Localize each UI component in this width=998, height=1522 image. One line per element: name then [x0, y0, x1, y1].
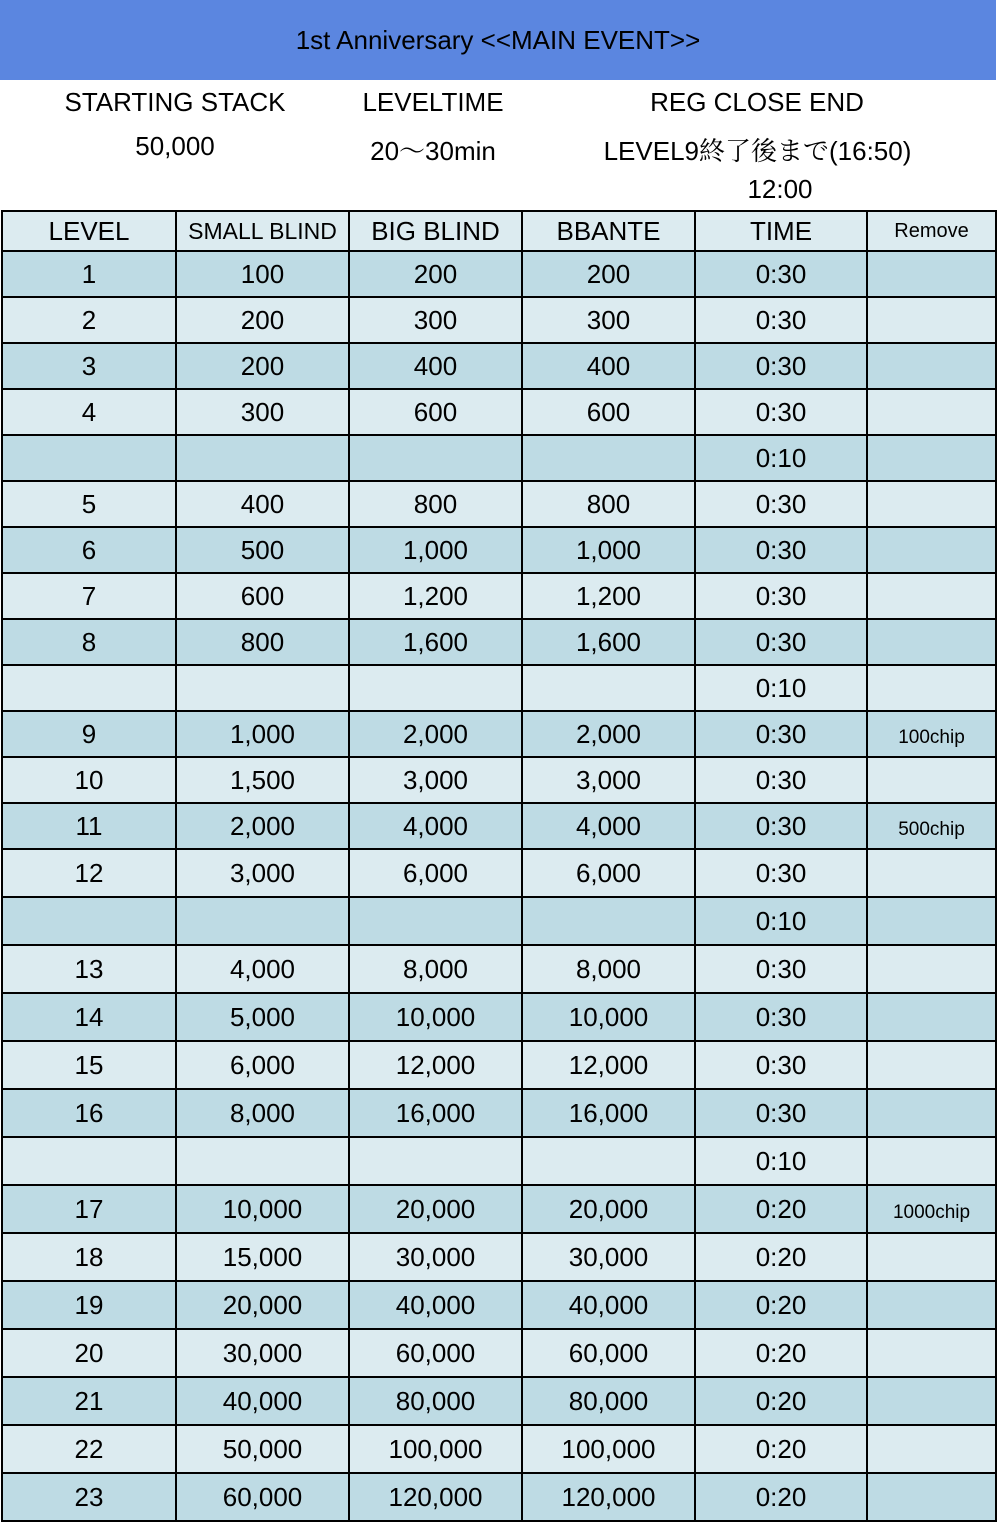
cell-remove [867, 481, 996, 527]
cell-small-blind [176, 435, 349, 481]
cell-bb-ante: 120,000 [522, 1473, 695, 1521]
cell-big-blind: 120,000 [349, 1473, 522, 1521]
cell-small-blind: 60,000 [176, 1473, 349, 1521]
table-row [2, 993, 996, 1041]
cell-time: 0:30 [695, 1089, 867, 1137]
table-row [2, 1137, 996, 1185]
cell-small-blind: 30,000 [176, 1329, 349, 1377]
table-row [2, 1233, 996, 1281]
table-row [2, 945, 996, 993]
cell-time: 0:30 [695, 527, 867, 573]
cell-bb-ante: 10,000 [522, 993, 695, 1041]
cell-time: 0:30 [695, 1041, 867, 1089]
cell-big-blind: 1,000 [349, 527, 522, 573]
table-row [2, 389, 996, 435]
table-row [2, 343, 996, 389]
cell-level: 11 [2, 803, 176, 849]
cell-big-blind: 1,200 [349, 573, 522, 619]
table-row [2, 573, 996, 619]
cell-level [2, 897, 176, 945]
cell-small-blind: 3,000 [176, 849, 349, 897]
level-time-value: 20～30min [370, 136, 496, 166]
cell-level [2, 665, 176, 711]
cell-big-blind: 600 [349, 389, 522, 435]
cell-bb-ante: 12,000 [522, 1041, 695, 1089]
cell-time: 0:30 [695, 803, 867, 849]
table-row [2, 665, 996, 711]
table-row [2, 1425, 996, 1473]
table-row [2, 897, 996, 945]
header-level: LEVEL [2, 211, 176, 251]
cell-big-blind: 4,000 [349, 803, 522, 849]
cell-remove [867, 435, 996, 481]
cell-time: 0:30 [695, 343, 867, 389]
cell-remove [867, 389, 996, 435]
header-small-blind: SMALL BLIND [176, 211, 349, 251]
cell-time: 0:20 [695, 1185, 867, 1233]
table-row [2, 1281, 996, 1329]
cell-bb-ante: 8,000 [522, 945, 695, 993]
cell-level: 8 [2, 619, 176, 665]
cell-big-blind: 10,000 [349, 993, 522, 1041]
cell-small-blind: 20,000 [176, 1281, 349, 1329]
table-row [2, 1041, 996, 1089]
cell-small-blind: 5,000 [176, 993, 349, 1041]
table-row [2, 849, 996, 897]
cell-big-blind [349, 435, 522, 481]
cell-time: 0:20 [695, 1233, 867, 1281]
cell-big-blind [349, 897, 522, 945]
cell-bb-ante: 1,000 [522, 527, 695, 573]
cell-level: 14 [2, 993, 176, 1041]
cell-time: 0:10 [695, 665, 867, 711]
header-remove: Remove [867, 211, 996, 251]
cell-small-blind: 600 [176, 573, 349, 619]
cell-time: 0:30 [695, 481, 867, 527]
cell-remove [867, 343, 996, 389]
table-row [2, 1377, 996, 1425]
table-row [2, 619, 996, 665]
cell-time: 0:30 [695, 849, 867, 897]
cell-time: 0:20 [695, 1377, 867, 1425]
cell-big-blind: 200 [349, 251, 522, 297]
cell-level [2, 1137, 176, 1185]
starting-stack-label: STARTING STACK [64, 87, 286, 117]
cell-bb-ante [522, 1137, 695, 1185]
table-row [2, 481, 996, 527]
cell-big-blind: 60,000 [349, 1329, 522, 1377]
cell-bb-ante: 2,000 [522, 711, 695, 757]
title-banner [0, 0, 996, 80]
cell-level: 19 [2, 1281, 176, 1329]
cell-remove [867, 1233, 996, 1281]
cell-bb-ante: 4,000 [522, 803, 695, 849]
cell-remove: 100chip [867, 711, 996, 757]
cell-level [2, 435, 176, 481]
cell-time: 0:30 [695, 297, 867, 343]
cell-big-blind [349, 665, 522, 711]
cell-level: 12 [2, 849, 176, 897]
cell-bb-ante: 600 [522, 389, 695, 435]
cell-time: 0:30 [695, 757, 867, 803]
header-big-blind: BIG BLIND [349, 211, 522, 251]
cell-bb-ante: 800 [522, 481, 695, 527]
reg-close-value: LEVEL9終了後まで(16:50) [603, 136, 912, 166]
cell-big-blind: 1,600 [349, 619, 522, 665]
cell-remove [867, 1281, 996, 1329]
cell-level: 9 [2, 711, 176, 757]
cell-level: 21 [2, 1377, 176, 1425]
cell-remove [867, 897, 996, 945]
cell-level: 16 [2, 1089, 176, 1137]
cell-level: 2 [2, 297, 176, 343]
cell-small-blind: 40,000 [176, 1377, 349, 1425]
cell-time: 0:20 [695, 1281, 867, 1329]
cell-bb-ante: 30,000 [522, 1233, 695, 1281]
cell-level: 4 [2, 389, 176, 435]
cell-bb-ante [522, 435, 695, 481]
cell-level: 22 [2, 1425, 176, 1473]
table-row [2, 803, 996, 849]
cell-bb-ante: 20,000 [522, 1185, 695, 1233]
cell-small-blind: 500 [176, 527, 349, 573]
cell-time: 0:30 [695, 251, 867, 297]
cell-remove [867, 1473, 996, 1521]
cell-bb-ante [522, 897, 695, 945]
table-row [2, 1473, 996, 1521]
cell-small-blind: 50,000 [176, 1425, 349, 1473]
starting-stack-value: 50,000 [135, 131, 215, 161]
cell-big-blind [349, 1137, 522, 1185]
table-row [2, 1089, 996, 1137]
cell-bb-ante: 3,000 [522, 757, 695, 803]
cell-big-blind: 20,000 [349, 1185, 522, 1233]
cell-big-blind: 6,000 [349, 849, 522, 897]
table-header-row [2, 211, 996, 251]
cell-remove [867, 849, 996, 897]
cell-big-blind: 80,000 [349, 1377, 522, 1425]
cell-big-blind: 400 [349, 343, 522, 389]
cell-small-blind [176, 665, 349, 711]
cell-time: 0:30 [695, 573, 867, 619]
cell-time: 0:30 [695, 945, 867, 993]
cell-level: 5 [2, 481, 176, 527]
cell-big-blind: 12,000 [349, 1041, 522, 1089]
cell-small-blind: 8,000 [176, 1089, 349, 1137]
cell-small-blind: 15,000 [176, 1233, 349, 1281]
cell-remove [867, 251, 996, 297]
cell-time: 0:20 [695, 1473, 867, 1521]
table-row [2, 711, 996, 757]
cell-remove [867, 1041, 996, 1089]
cell-small-blind: 300 [176, 389, 349, 435]
cell-big-blind: 2,000 [349, 711, 522, 757]
cell-remove [867, 1329, 996, 1377]
cell-small-blind: 200 [176, 297, 349, 343]
reg-close-label: REG CLOSE END [650, 87, 864, 117]
table-row [2, 297, 996, 343]
cell-bb-ante: 6,000 [522, 849, 695, 897]
cell-bb-ante: 200 [522, 251, 695, 297]
cell-big-blind: 16,000 [349, 1089, 522, 1137]
blind-structure-table [1, 210, 997, 1522]
cell-time: 0:30 [695, 619, 867, 665]
table-row [2, 757, 996, 803]
cell-level: 20 [2, 1329, 176, 1377]
cell-level: 18 [2, 1233, 176, 1281]
table-row [2, 435, 996, 481]
cell-small-blind: 1,500 [176, 757, 349, 803]
cell-remove [867, 1425, 996, 1473]
cell-time: 0:30 [695, 389, 867, 435]
cell-small-blind: 800 [176, 619, 349, 665]
start-time: 12:00 [747, 174, 813, 204]
cell-big-blind: 30,000 [349, 1233, 522, 1281]
cell-level: 1 [2, 251, 176, 297]
cell-level: 15 [2, 1041, 176, 1089]
cell-big-blind: 800 [349, 481, 522, 527]
cell-big-blind: 300 [349, 297, 522, 343]
cell-small-blind: 2,000 [176, 803, 349, 849]
cell-time: 0:30 [695, 711, 867, 757]
table-row [2, 1329, 996, 1377]
cell-small-blind: 200 [176, 343, 349, 389]
cell-small-blind [176, 1137, 349, 1185]
table-row [2, 527, 996, 573]
cell-level: 7 [2, 573, 176, 619]
cell-remove: 1000chip [867, 1185, 996, 1233]
cell-level: 10 [2, 757, 176, 803]
cell-small-blind: 400 [176, 481, 349, 527]
cell-remove [867, 619, 996, 665]
cell-remove [867, 1137, 996, 1185]
table-row [2, 251, 996, 297]
cell-small-blind [176, 897, 349, 945]
cell-bb-ante: 300 [522, 297, 695, 343]
cell-remove: 500chip [867, 803, 996, 849]
cell-level: 13 [2, 945, 176, 993]
cell-level: 23 [2, 1473, 176, 1521]
cell-big-blind: 40,000 [349, 1281, 522, 1329]
event-title: 1st Anniversary <<MAIN EVENT>> [295, 24, 701, 55]
cell-time: 0:10 [695, 1137, 867, 1185]
cell-remove [867, 757, 996, 803]
cell-remove [867, 1377, 996, 1425]
cell-level: 3 [2, 343, 176, 389]
cell-level: 6 [2, 527, 176, 573]
cell-time: 0:10 [695, 897, 867, 945]
cell-bb-ante: 40,000 [522, 1281, 695, 1329]
cell-big-blind: 3,000 [349, 757, 522, 803]
level-time-label: LEVELTIME [362, 87, 504, 117]
cell-bb-ante: 1,600 [522, 619, 695, 665]
cell-remove [867, 297, 996, 343]
cell-remove [867, 665, 996, 711]
cell-remove [867, 573, 996, 619]
cell-level: 17 [2, 1185, 176, 1233]
cell-time: 0:20 [695, 1329, 867, 1377]
cell-bb-ante: 400 [522, 343, 695, 389]
cell-remove [867, 1089, 996, 1137]
cell-small-blind: 4,000 [176, 945, 349, 993]
cell-bb-ante: 60,000 [522, 1329, 695, 1377]
cell-small-blind: 100 [176, 251, 349, 297]
cell-big-blind: 100,000 [349, 1425, 522, 1473]
cell-small-blind: 1,000 [176, 711, 349, 757]
table-row [2, 1185, 996, 1233]
cell-bb-ante: 100,000 [522, 1425, 695, 1473]
cell-time: 0:30 [695, 993, 867, 1041]
cell-bb-ante: 16,000 [522, 1089, 695, 1137]
cell-bb-ante [522, 665, 695, 711]
cell-time: 0:20 [695, 1425, 867, 1473]
cell-bb-ante: 80,000 [522, 1377, 695, 1425]
cell-remove [867, 945, 996, 993]
cell-remove [867, 993, 996, 1041]
cell-remove [867, 527, 996, 573]
cell-small-blind: 10,000 [176, 1185, 349, 1233]
cell-time: 0:10 [695, 435, 867, 481]
cell-small-blind: 6,000 [176, 1041, 349, 1089]
header-bb-ante: BBANTE [522, 211, 695, 251]
cell-big-blind: 8,000 [349, 945, 522, 993]
header-time: TIME [695, 211, 867, 251]
cell-bb-ante: 1,200 [522, 573, 695, 619]
